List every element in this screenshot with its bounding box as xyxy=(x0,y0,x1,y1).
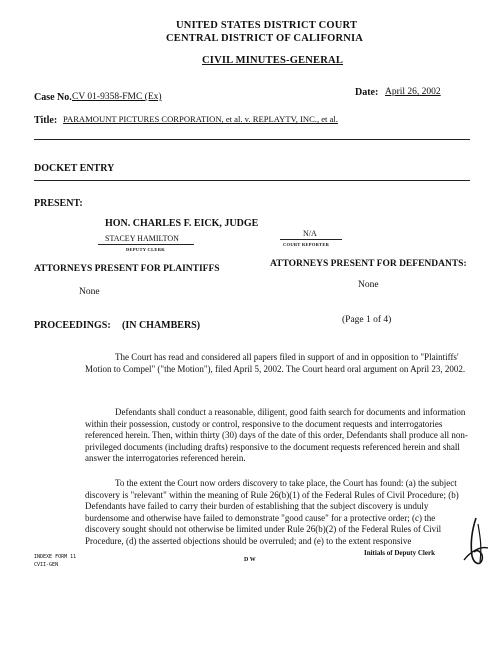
form-code-1: INDEXE FORM 11 xyxy=(34,554,77,560)
deputy-clerk-caption: DEPUTY CLERK xyxy=(126,247,166,252)
signature-line xyxy=(98,244,194,245)
signature-line xyxy=(280,239,342,240)
body-paragraph-3: To the extent the Court now orders discovery to take place, the Court has found: (a) the subject discovery is "relevant" within the meaning of Rule 26(b)(1) of the Federal Rules of Civil Procedure; (b) Defendants have failed to carry their burden of establishing that the subject discovery is unduly burdensome and otherwise have failed to demonstrate "good cause" for a protective order; (c) the discovery sought should not otherwise be limited under Rule 26(b)(2) of the Federal Rules of Civil Procedure, (d) the asserted objections should be overruled; and (e) to the extent responsive xyxy=(85,478,459,546)
date-value: April 26, 2002 xyxy=(385,87,441,97)
page-indicator: (Page 1 of 4) xyxy=(342,315,392,325)
proceedings-in-chambers: (IN CHAMBERS) xyxy=(122,320,201,331)
court-reporter-caption: COURT REPORTER xyxy=(283,242,330,247)
judge-name: HON. CHARLES F. EICK, JUDGE xyxy=(105,218,259,229)
center-initials: D W xyxy=(244,557,256,563)
docket-entry-label: DOCKET ENTRY xyxy=(34,163,115,174)
court-reporter-name: N/A xyxy=(303,229,317,238)
court-name-line-1: UNITED STATES DISTRICT COURT xyxy=(176,20,358,31)
present-label: PRESENT: xyxy=(34,198,83,209)
date-label: Date: xyxy=(355,87,379,98)
body-paragraph-1: The Court has read and considered all papers filed in support of and in opposition to "Plaintiffs' Motion to Compel" ("the Motion"), filed April 5, 2002. The Court heard oral argument on April 23, 2002. xyxy=(85,352,466,374)
handwritten-initials-signature xyxy=(456,516,492,570)
deputy-clerk-name: STACEY HAMILTON xyxy=(105,234,179,243)
court-name-line-2: CENTRAL DISTRICT OF CALIFORNIA xyxy=(166,33,364,44)
divider-line xyxy=(34,180,470,181)
document-title: CIVIL MINUTES-GENERAL xyxy=(202,55,344,66)
plaintiffs-attorneys-value: None xyxy=(79,287,100,297)
case-title-label: Title: xyxy=(34,115,58,126)
proceedings-label: PROCEEDINGS: xyxy=(34,320,111,331)
form-code-2: CVII-GEN xyxy=(34,562,59,568)
plaintiffs-attorneys-label: ATTORNEYS PRESENT FOR PLAINTIFFS xyxy=(34,264,220,274)
case-title: PARAMOUNT PICTURES CORPORATION, et al. v. REPLAYTV, INC., et al. xyxy=(63,114,338,124)
divider-line xyxy=(34,139,470,140)
body-paragraph-2: Defendants shall conduct a reasonable, diligent, good faith search for documents and information within their possession, custody or control, responsive to the document requests and interrogatories referenced herein. Then, within thirty (30) days of the date of this order, Defendants shall produce all non-privileged documents (including drafts) responsive to the document requests referenced herein and shall answer the interrogatories referenced herein. xyxy=(85,407,468,463)
case-number-label: Case No. xyxy=(34,92,72,103)
case-number: CV 01-9358-FMC (Ex) xyxy=(72,92,162,102)
defendants-attorneys-label: ATTORNEYS PRESENT FOR DEFENDANTS: xyxy=(270,259,467,269)
initials-of-deputy-clerk-label: Initials of Deputy Clerk xyxy=(364,549,435,557)
defendants-attorneys-value: None xyxy=(358,280,379,290)
